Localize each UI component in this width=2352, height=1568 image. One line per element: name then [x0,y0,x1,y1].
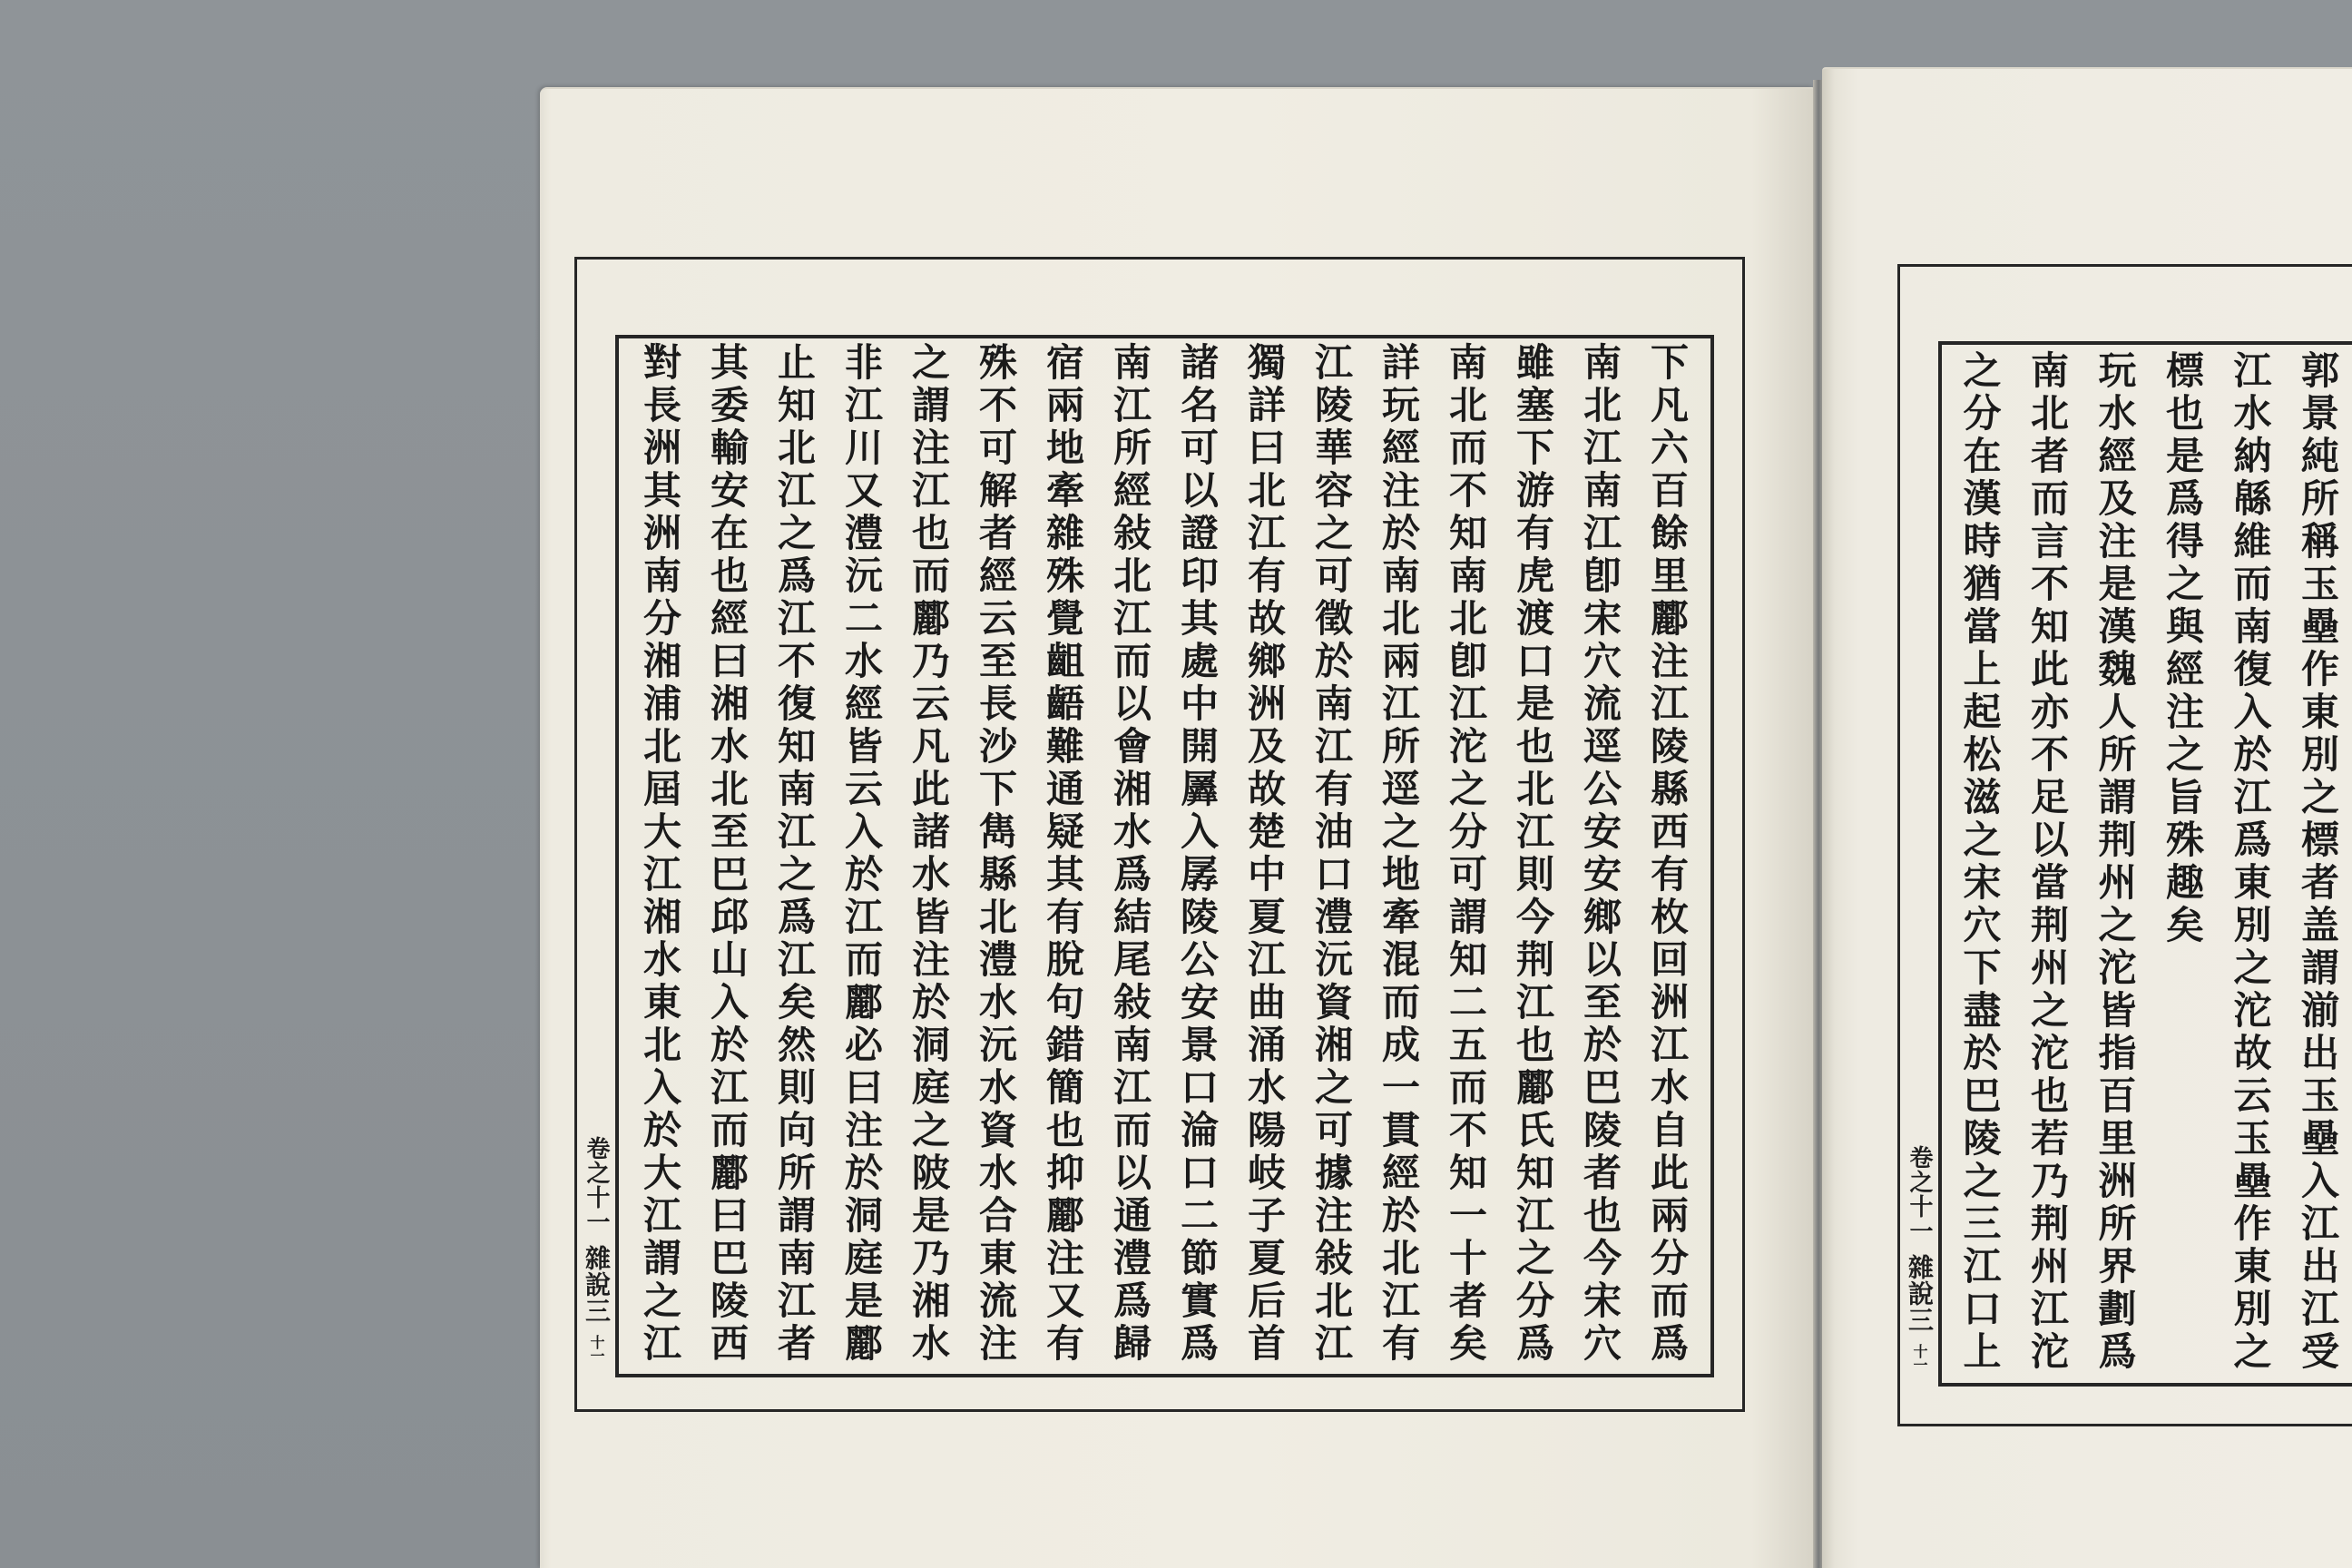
text-column: 止知北江之爲江不復知南江之爲江矣然則向所謂南江者 [772,342,817,1366]
text-column: 諸名可以證印其處中開羼入孱陵公安景口淪口二節實爲 [1175,342,1220,1366]
right-page [1822,67,2352,1568]
text-column: 對長洲其洲南分湘浦北屆大江湘水東北入於大江謂之江 [638,342,682,1366]
text-column: 南北而不知南北卽江沱之分可謂知二五而不知一十者矣 [1444,342,1488,1366]
text-column: 南江所經敍北江而以會湘水爲結尾敍南江而以通澧爲歸 [1108,342,1152,1366]
page-number: 十一 [1911,1344,1928,1371]
section-label: 雜說三 [1905,1254,1935,1333]
page-margin-title [1900,1145,1938,1371]
body-text [1945,350,2351,1374]
text-column: 南北者而言不知此亦不足以當荆州之沱也若乃荆州江沱 [2025,350,2070,1374]
text-column: 下凡六百餘里酈注江陵縣西有枚回洲江水自此兩分而爲 [1645,342,1690,1366]
text-column: 江水納緜維而南復入於江爲東別之沱故云玉壘作東別之 [2228,350,2273,1374]
text-column: 宿兩地牽雜殊覺齟齬難通疑其有脫句錯簡也抑酈注又有 [1041,342,1085,1366]
text-column: 南北江南江卽宋穴流逕公安安鄉以至於巴陵者也今宋穴 [1578,342,1622,1366]
body-text [626,342,1700,1366]
volume-label: 卷之十一 [1906,1145,1933,1243]
text-column: 玩水經及注是漢魏人所謂荆州之沱皆指百里洲所界劃爲 [2092,350,2138,1374]
page-margin-title [577,1136,615,1362]
text-column: 標也是爲得之與經注之旨殊趣矣 [2161,350,2205,947]
text-column: 之謂注江也而酈乃云凡此諸水皆注於洞庭之陂是乃湘水 [906,342,951,1366]
text-column: 其委輸安在也經曰湘水北至巴邱山入於江而酈曰巴陵西 [705,342,750,1366]
page-number: 十一 [588,1335,605,1362]
text-column: 獨詳曰北江有故鄉洲及故楚中夏江曲涌水陽岐子夏后首 [1242,342,1287,1366]
text-column: 郭景純所稱玉壘作東別之標者盖謂湔出玉壘入江出江受 [2296,350,2340,1374]
text-column: 詳玩經注於南北兩江所逕之地牽混而成一貫經於北江有 [1377,342,1421,1366]
text-column: 非江川又澧沅二水經皆云入於江而酈必曰注於洞庭是酈 [839,342,884,1366]
text-column: 之分在漢時猶當上起松滋之宋穴下盡於巴陵之三江口上 [1957,350,2003,1374]
text-column: 雖塞下游有虎渡口是也北江則今荆江也酈氏知江之分爲 [1511,342,1555,1366]
volume-label: 卷之十一 [583,1136,610,1234]
text-column: 殊不可解者經云至長沙下雋縣北澧水沅水資水合東流注 [974,342,1018,1366]
section-label: 雜說三 [582,1245,612,1324]
left-page [540,87,1815,1568]
text-column: 江陵華容之可徵於南江有油口澧沅資湘之可據注敍北江 [1309,342,1354,1366]
